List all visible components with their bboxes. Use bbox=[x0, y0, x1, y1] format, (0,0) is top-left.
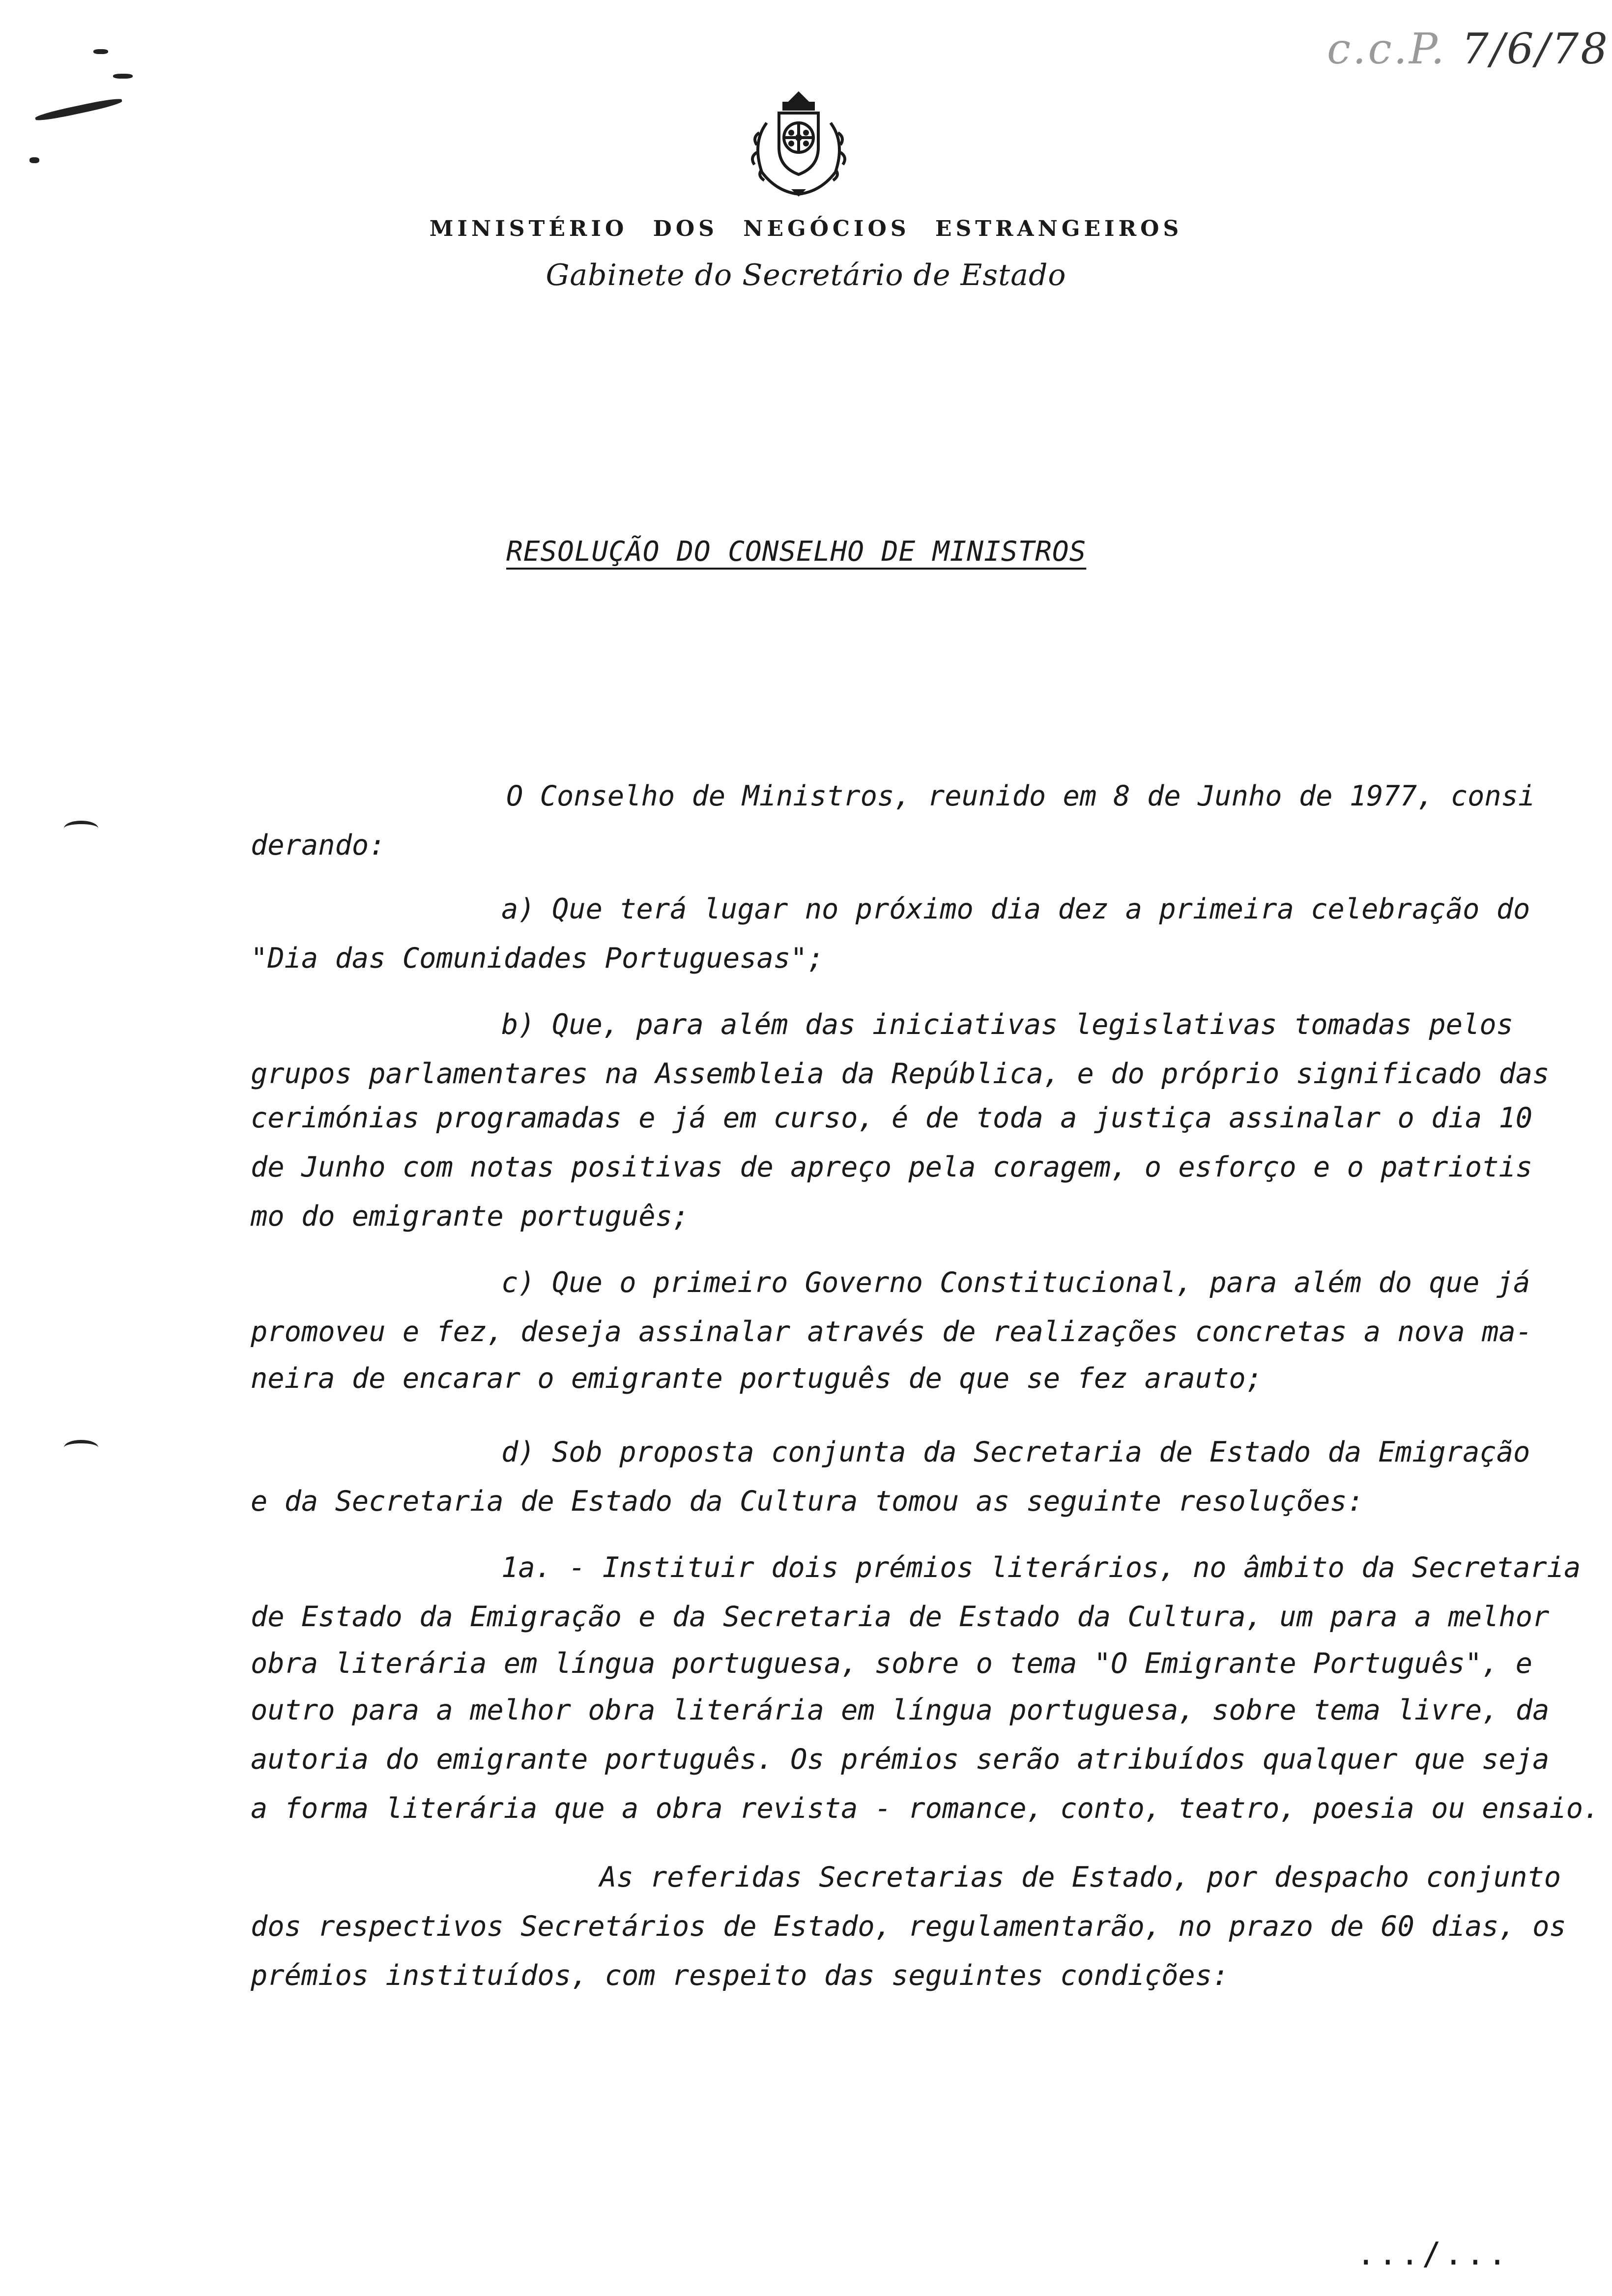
body-line: dos respectivos Secretários de Estado, regulamentarão, no prazo de 60 dias, os bbox=[251, 1910, 1566, 1943]
body-line: "Dia das Comunidades Portuguesas"; bbox=[251, 942, 824, 975]
body-line: promoveu e fez, deseja assinalar através de realizações concretas a nova ma- bbox=[251, 1316, 1533, 1348]
body-line: O Conselho de Ministros, reunido em 8 de Junho de 1977, consi bbox=[506, 780, 1535, 812]
body-line: obra literária em língua portuguesa, sobre o tema "O Emigrante Português", e bbox=[251, 1647, 1533, 1680]
coat-of-arms-icon bbox=[737, 84, 860, 201]
margin-arc-mark bbox=[64, 1440, 98, 1455]
body-line: d) Sob proposta conjunta da Secretaria de Estado da Emigração bbox=[501, 1436, 1530, 1468]
body-line: de Junho com notas positivas de apreço pela coragem, o esforço e o patriotis bbox=[251, 1151, 1533, 1183]
body-line: mo do emigrante português; bbox=[251, 1200, 690, 1233]
body-line: a forma literária que a obra revista - romance, conto, teatro, poesia ou ensaio. bbox=[251, 1792, 1600, 1825]
margin-speck bbox=[34, 96, 122, 122]
body-line: prémios instituídos, com respeito das seguintes condições: bbox=[251, 1959, 1229, 1992]
margin-speck bbox=[29, 157, 39, 163]
handwritten-annotation bbox=[1327, 25, 1610, 74]
annotation-date: 7/6/78 bbox=[1462, 25, 1610, 74]
body-line: 1a. - Instituir dois prémios literários, no âmbito da Secretaria bbox=[501, 1551, 1581, 1584]
ministry-name: MINISTÉRIO DOS NEGÓCIOS ESTRANGEIROS bbox=[429, 216, 1183, 241]
body-line: grupos parlamentares na Assembleia da República, e do próprio significado das bbox=[251, 1058, 1550, 1090]
page-continuation-mark: .../... bbox=[1356, 2236, 1510, 2272]
body-line: cerimónias programadas e já em curso, é de toda a justiça assinalar o dia 10 bbox=[251, 1102, 1533, 1134]
margin-speck bbox=[113, 74, 133, 79]
body-line: c) Que o primeiro Governo Constitucional, para além do que já bbox=[501, 1266, 1530, 1299]
body-line: b) Que, para além das iniciativas legislativas tomadas pelos bbox=[501, 1008, 1514, 1041]
body-line: neira de encarar o emigrante português de que se fez arauto; bbox=[251, 1362, 1263, 1395]
annotation-faint: c.c.P. bbox=[1327, 25, 1446, 74]
body-line: As referidas Secretarias de Estado, por despacho conjunto bbox=[600, 1861, 1561, 1894]
body-line: derando: bbox=[251, 829, 386, 861]
body-line: de Estado da Emigração e da Secretaria de Estado da Cultura, um para a melhor bbox=[251, 1601, 1550, 1633]
cabinet-name: Gabinete do Secretário de Estado bbox=[546, 258, 1066, 292]
margin-speck bbox=[93, 49, 108, 54]
body-line: autoria do emigrante português. Os prémios serão atribuídos qualquer que seja bbox=[251, 1743, 1550, 1776]
document-title: RESOLUÇÃO DO CONSELHO DE MINISTROS bbox=[506, 536, 1087, 568]
body-line: a) Que terá lugar no próximo dia dez a primeira celebração do bbox=[501, 893, 1530, 925]
body-line: e da Secretaria de Estado da Cultura tomou as seguinte resoluções: bbox=[251, 1485, 1364, 1518]
body-line: outro para a melhor obra literária em língua portuguesa, sobre tema livre, da bbox=[251, 1694, 1550, 1726]
margin-arc-mark bbox=[64, 821, 98, 836]
